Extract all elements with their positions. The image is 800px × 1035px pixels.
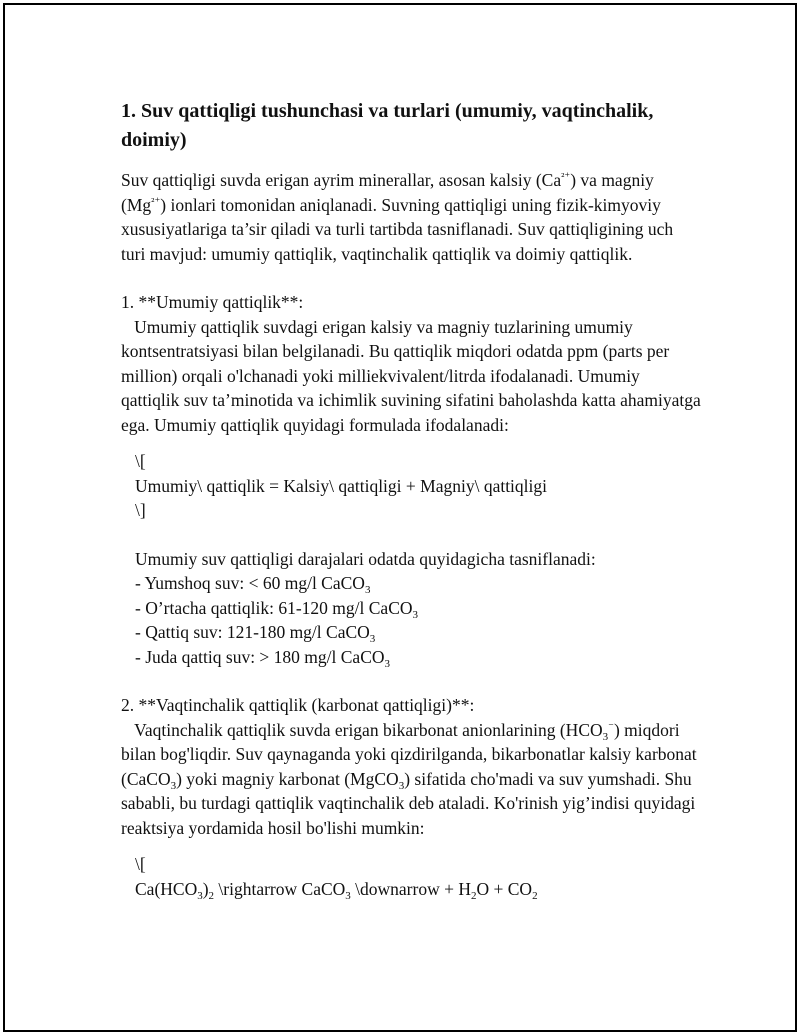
document-content xyxy=(121,97,701,901)
level-item xyxy=(121,596,701,621)
formula1-open: \[ xyxy=(135,451,146,471)
reaction-equation xyxy=(121,877,701,902)
level-text: - Qattiq suv: 121-180 mg/l CaCO xyxy=(135,622,370,642)
ca-ion-charge: ²⁺ xyxy=(561,171,571,183)
level-item xyxy=(121,620,701,645)
level-text: - Juda qattiq suv: > 180 mg/l CaCO xyxy=(135,646,385,667)
eq-sub: 3 xyxy=(345,889,351,902)
intro-text-2: ) va magniy (Mg xyxy=(121,170,654,215)
level-item xyxy=(121,571,701,596)
level-text: - Yumshoq suv: < 60 mg/l CaCO xyxy=(135,573,365,593)
section1-title: 1. **Umumiy qattiqlik**: xyxy=(121,292,304,312)
caco3-sub: 3 xyxy=(170,779,177,792)
intro-text-3: ) ionlari tomonidan aniqlanadi. Suvning qattiqligi uning fizik-kimyoviy xususiyatlariga ta’sir qiladi va turli tartibda tasniflanadi. Suv qattiqligining uch turi mavjud: umumiy qattiqlik, vaqtinchalik qattiqlik va doimiy qattiqlik. xyxy=(121,194,674,264)
eq-part: \downarrow + H xyxy=(350,878,471,899)
eq-part: O + CO xyxy=(476,878,533,899)
level-text: - O’rtacha qattiqlik: 61-120 mg/l CaCO xyxy=(135,597,413,618)
formula1-body: Umumiy\ qattiqlik = Kalsiy\ qattiqligi + Magniy\ qattiqligi xyxy=(135,475,548,496)
eq-sub: 2 xyxy=(470,889,477,902)
formula2-open: \[ xyxy=(135,854,146,874)
levels-intro: Umumiy suv qattiqligi darajalari odatda quyidagicha tasniflanadi: xyxy=(135,548,596,569)
intro-paragraph xyxy=(121,168,701,266)
document-page xyxy=(3,3,797,1032)
hco3-charge: ⁻ xyxy=(608,720,614,733)
eq-part: ) xyxy=(202,878,209,899)
level-sub: 3 xyxy=(364,584,371,596)
section2-title: 2. **Vaqtinchalik qattiqlik (karbonat qattiqligi)**: xyxy=(121,695,475,715)
eq-sub: 2 xyxy=(532,889,538,902)
formula1-close: \] xyxy=(135,500,146,520)
mg-ion-charge: ²⁺ xyxy=(151,195,161,208)
section2-text-2: ) miqdori bilan bog'liqdir. Suv qaynaganda yoki qizdirilganda, bikarbonatlar kalsiy karbonat (CaCO xyxy=(121,719,697,789)
section2-text-1: Vaqtinchalik qattiqlik suvda erigan bikarbonat anionlarining (HCO xyxy=(134,719,603,740)
section2-body xyxy=(121,718,701,841)
mgco3-sub: 3 xyxy=(398,779,405,792)
eq-part: \rightarrow CaCO xyxy=(214,878,346,899)
eq-sub: 3 xyxy=(197,889,203,902)
level-sub: 3 xyxy=(384,657,391,670)
section1-body xyxy=(121,315,701,438)
section2-text-4: ) sifatida cho'madi va suv yumshadi. Shu sababli, bu turdagi qattiqlik vaqtinchalik deb ataladi. Ko'rinish yig’indisi quyidagi reaktsiya yordamida hosil bo'lishi mumkin: xyxy=(121,768,696,838)
level-sub: 3 xyxy=(412,608,419,621)
section2-text-3: ) yoki magniy karbonat (MgCO xyxy=(176,768,399,789)
level-item xyxy=(121,645,701,670)
hco3-sub: 3 xyxy=(602,730,609,743)
level-sub: 3 xyxy=(369,633,376,645)
section1-body-text: Umumiy qattiqlik suvdagi erigan kalsiy va magniy tuzlarining umumiy kontsentratsiyasi bilan belgilanadi. Bu qattiqlik miqdori odatda ppm (parts per million) orqali o'lchanadi yoki milliekvivalent/litrda ifodalanadi. Umumiy qattiqlik suv ta’minotida va ichimlik suvining sifatini baholashda katta ahamiyatga ega. Umumiy qattiqlik quyidagi formulada ifodalanadi: xyxy=(121,316,701,435)
eq-sub: 2 xyxy=(208,889,215,902)
section-heading: 1. Suv qattiqligi tushunchasi va turlari (umumiy, vaqtinchalik, doimiy) xyxy=(121,100,654,151)
intro-text-1: Suv qattiqligi suvda erigan ayrim minerallar, asosan kalsiy (Ca xyxy=(121,170,562,190)
eq-part: Ca(HCO xyxy=(135,878,198,899)
